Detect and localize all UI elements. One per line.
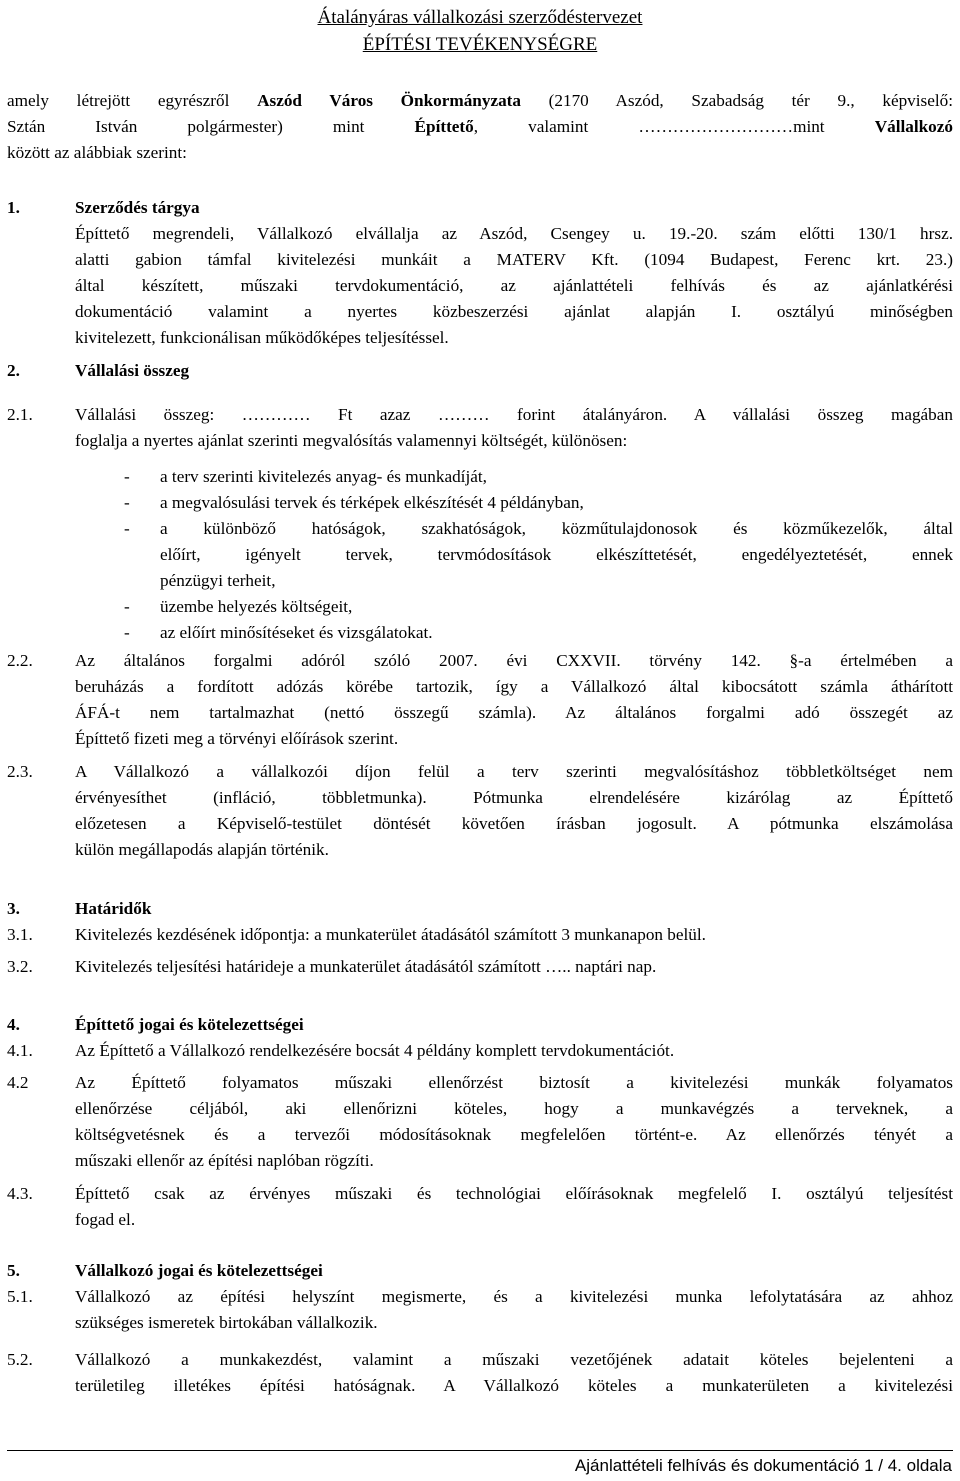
section-5-number: 5. [7, 1261, 20, 1280]
intro-line-3: között az alábbiak szerint: [7, 143, 187, 162]
intro-text: Sztán István polgármester) mint [7, 117, 415, 136]
text-line: külön megállapodás alapján történik. [75, 840, 329, 859]
list-bullet: - [124, 519, 130, 538]
intro-text: , valamint ………………………mint [473, 117, 875, 136]
text-line: előzetesen a Képviselő-testület döntését követően írásban jogosult. A pótmunka elszámolása [75, 814, 953, 833]
text-line: dokumentáció valamint a nyertes közbeszerzési ajánlat alapján I. osztályú minőségben [75, 302, 953, 321]
text-line: Építtető fizeti meg a törvényi előírások szerint. [75, 729, 399, 748]
text-line: pénzügyi terheit, [160, 571, 276, 590]
text-line: műszaki ellenőr az építési naplóban rögzíti. [75, 1151, 374, 1170]
intro-line-1 [7, 88, 953, 114]
page-footer: Ajánlattételi felhívás és dokumentáció 1 / 4. oldala [574, 1456, 952, 1475]
section-1-number: 1. [7, 198, 20, 217]
text-line: Építtető csak az érvényes műszaki és technológiai előírásoknak megfelelő I. osztályú teljesítést [75, 1184, 953, 1203]
clause-4-3 [75, 1181, 953, 1233]
text-line: Vállalási összeg: ………… Ft azaz ……… forint átalányáron. A vállalási összeg magában [75, 405, 953, 424]
section-1-body [75, 221, 953, 351]
section-4-heading: Építtető jogai és kötelezettségei [75, 1015, 304, 1034]
intro-text: amely létrejött egyrészről [7, 91, 258, 110]
clause-2-1-number: 2.1. [7, 405, 33, 424]
clause-2-1 [75, 402, 953, 454]
intro-text: (2170 Aszód, Szabadság tér 9., képviselő: [520, 91, 953, 110]
section-3-heading: Határidők [75, 899, 152, 918]
section-5-heading: Vállalkozó jogai és kötelezettségei [75, 1261, 323, 1280]
text-line: szükséges ismeretek birtokában vállalkozik. [75, 1313, 378, 1332]
text-line: által készített, műszaki tervdokumentáció, az ajánlattételi felhívás és az ajánlatkérési [75, 276, 953, 295]
list-item [160, 516, 953, 594]
list-bullet: - [124, 597, 130, 616]
text-line: Vállalkozó a munkakezdést, valamint a műszaki vezetőjének adatait köteles bejelenteni a [75, 1350, 953, 1369]
document-subtitle: ÉPÍTÉSI TEVÉKENYSÉGRE [362, 34, 598, 55]
footer-divider [7, 1450, 953, 1451]
text-line: Az általános forgalmi adóról szóló 2007. évi CXXVII. törvény 142. §-a értelmében a [75, 651, 953, 670]
section-3-number: 3. [7, 899, 20, 918]
text-line: a különböző hatóságok, szakhatóságok, közműtulajdonosok és közműkezelők, által [160, 519, 953, 538]
intro-paragraph [7, 88, 953, 166]
text-line: előírt, igényelt tervek, tervmódosítások elkészíttetését, engedélyeztetését, ennek [160, 545, 953, 564]
list-item: az előírt minősítéseket és vizsgálatokat. [160, 623, 433, 642]
clause-5-2 [75, 1347, 953, 1399]
text-line: ÁFÁ-t nem tartalmazhat (nettó összegű számla). Az általános forgalmi adó összegét az [75, 703, 953, 722]
text-line: foglalja a nyertes ajánlat szerinti megvalósítás valamennyi költségét, különösen: [75, 431, 628, 450]
text-line: ellenőrzése céljából, aki ellenőrizni köteles, hogy a munkavégzés a terveknek, a [75, 1099, 953, 1118]
clause-3-1-number: 3.1. [7, 925, 33, 944]
text-line: Építtető megrendeli, Vállalkozó elvállalja az Aszód, Csengey u. 19.-20. szám előtti 130/1 hrsz. [75, 224, 953, 243]
text-line: kivitelezett, funkcionálisan működőképes teljesítéssel. [75, 328, 449, 347]
role-contractor: Vállalkozó [874, 117, 953, 136]
clause-5-2-number: 5.2. [7, 1350, 33, 1369]
text-line: Az Építtető folyamatos műszaki ellenőrzést biztosít a kivitelezési munkák folyamatos [75, 1073, 953, 1092]
section-1-heading: Szerződés tárgya [75, 198, 200, 217]
text-line: területileg illetékes építési hatóságnak. A Vállalkozó köteles a munkaterületen a kivitelezési [75, 1376, 953, 1395]
clause-5-1 [75, 1284, 953, 1336]
clause-3-2: Kivitelezés teljesítési határideje a munkaterület átadásától számított ….. naptári nap. [75, 957, 657, 976]
clause-2-2-number: 2.2. [7, 651, 33, 670]
section-4-number: 4. [7, 1015, 20, 1034]
list-bullet: - [124, 493, 130, 512]
clause-2-2 [75, 648, 953, 752]
list-bullet: - [124, 467, 130, 486]
clause-3-1: Kivitelezés kezdésének időpontja: a munkaterület átadásától számított 3 munkanapon belül. [75, 925, 706, 944]
text-line: alatti gabion támfal kivitelezési munkáit a MATERV Kft. (1094 Budapest, Ferenc krt. 23.) [75, 250, 953, 269]
list-bullet: - [124, 623, 130, 642]
role-employer: Építtető [414, 117, 474, 136]
party-employer-name: Aszód Város Önkormányzata [257, 91, 521, 110]
clause-2-3 [75, 759, 953, 863]
text-line: költségvetésnek és a tervezői módosításoknak megfelelően történt-e. Az ellenőrzés tényét a [75, 1125, 953, 1144]
section-2-heading: Vállalási összeg [75, 361, 190, 380]
clause-4-2-number: 4.2 [7, 1073, 29, 1092]
clause-2-3-number: 2.3. [7, 762, 33, 781]
clause-4-1-number: 4.1. [7, 1041, 33, 1060]
text-line: beruházás a fordított adózás körébe tartozik, így a Vállalkozó által kibocsátott számla áthárított [75, 677, 953, 696]
section-2-number: 2. [7, 361, 20, 380]
text-line: A Vállalkozó a vállalkozói díjon felül a terv szerinti megvalósításhoz többletköltséget nem [75, 762, 953, 781]
clause-3-2-number: 3.2. [7, 957, 33, 976]
text-line: érvényesíthet (infláció, többletmunka). Pótmunka elrendelésére kizárólag az Építtető [75, 788, 953, 807]
document-title: Átalányáras vállalkozási szerződéstervezet [317, 7, 643, 28]
text-line: Vállalkozó az építési helyszínt megismerte, és a kivitelezési munka lefolytatására az ahhoz [75, 1287, 953, 1306]
list-item: a terv szerinti kivitelezés anyag- és munkadíját, [160, 467, 487, 486]
list-item: a megvalósulási tervek és térképek elkészítését 4 példányban, [160, 493, 584, 512]
clause-5-1-number: 5.1. [7, 1287, 33, 1306]
intro-line-2 [7, 114, 953, 140]
text-line: fogad el. [75, 1210, 136, 1229]
clause-4-1: Az Építtető a Vállalkozó rendelkezésére bocsát 4 példány komplett tervdokumentációt. [75, 1041, 675, 1060]
clause-4-3-number: 4.3. [7, 1184, 33, 1203]
list-item: üzembe helyezés költségeit, [160, 597, 353, 616]
clause-4-2 [75, 1070, 953, 1174]
